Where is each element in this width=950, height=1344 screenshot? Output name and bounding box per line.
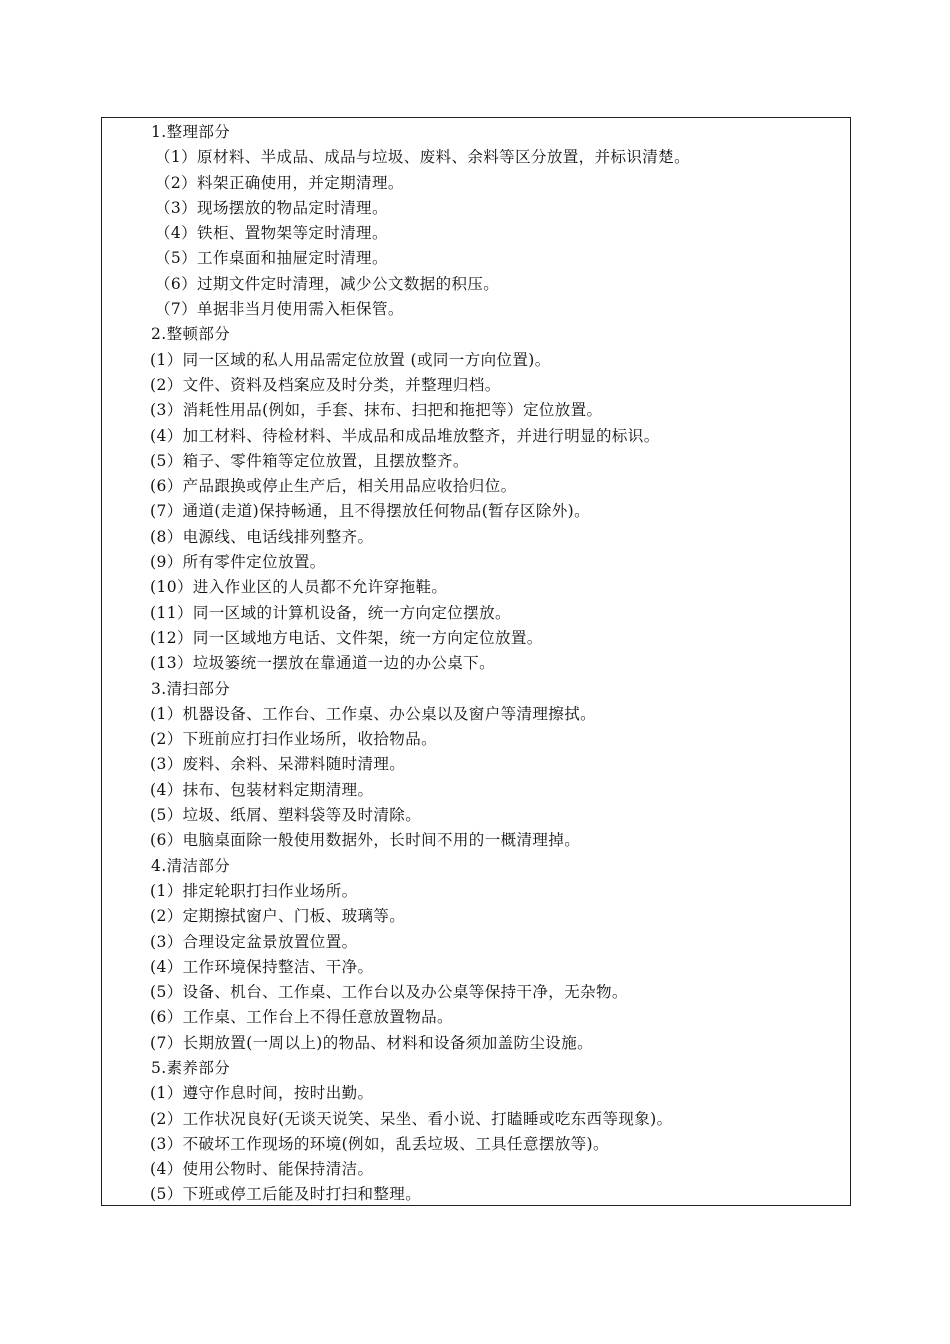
list-item: （7）单据非当月使用需入柜保管。 — [155, 300, 404, 319]
list-item: (4）使用公物时、能保持清洁。 — [150, 1160, 374, 1179]
list-item: (8）电源线、电话线排列整齐。 — [150, 527, 374, 546]
list-item: （1）原材料、半成品、成品与垃圾、废料、余料等区分放置，并标识清楚。 — [155, 148, 690, 167]
document-frame — [101, 117, 851, 1206]
list-item: （4）铁柜、置物架等定时清理。 — [155, 224, 388, 243]
list-item: （3）现场摆放的物品定时清理。 — [155, 198, 388, 217]
document-content — [150, 120, 840, 1208]
list-item: (3）合理设定盆景放置位置。 — [150, 932, 358, 951]
section-heading: 4.清洁部分 — [151, 856, 231, 875]
list-item: (3）消耗性用品(例如，手套、抹布、扫把和拖把等）定位放置。 — [150, 401, 603, 420]
list-item: (1）遵守作息时间，按时出勤。 — [150, 1084, 374, 1103]
section-heading: 3.清扫部分 — [151, 679, 231, 698]
list-item: (2）下班前应打扫作业场所，收拾物品。 — [150, 730, 438, 749]
list-item: (3）不破坏工作现场的环境(例如，乱丢垃圾、工具任意摆放等)。 — [150, 1134, 609, 1153]
list-item: (7）长期放置(一周以上)的物品、材料和设备须加盖防尘设施。 — [150, 1033, 594, 1052]
list-item: (2）定期擦拭窗户、门板、玻璃等。 — [150, 907, 406, 926]
list-item: (1）同一区域的私人用品需定位放置 (或同一方向位置)。 — [150, 350, 551, 369]
list-item: (10）进入作业区的人员都不允许穿拖鞋。 — [150, 578, 448, 597]
list-item: (1）机器设备、工作台、工作桌、办公桌以及窗户等清理擦拭。 — [150, 704, 597, 723]
list-item: (9）所有零件定位放置。 — [150, 553, 326, 572]
list-item: (5）箱子、零件箱等定位放置，且摆放整齐。 — [150, 451, 469, 470]
section-heading: 1.整理部分 — [151, 123, 231, 141]
list-item: (13）垃圾篓统一摆放在靠通道一边的办公桌下。 — [150, 654, 495, 673]
list-item: (1）排定轮职打扫作业场所。 — [150, 881, 358, 900]
list-item: (5）垃圾、纸屑、塑料袋等及时清除。 — [150, 806, 422, 825]
list-item: (4）加工材料、待检材料、半成品和成品堆放整齐，并进行明显的标识。 — [150, 426, 660, 445]
section-heading: 5.素养部分 — [151, 1058, 231, 1077]
list-item: (5）设备、机台、工作桌、工作台以及办公桌等保持干净，无杂物。 — [150, 983, 628, 1002]
list-item: （2）料架正确使用，并定期清理。 — [155, 173, 404, 192]
list-item: (7）通道(走道)保持畅通，且不得摆放任何物品(暂存区除外)。 — [150, 502, 590, 521]
list-item: (5）下班或停工后能及时打扫和整理。 — [150, 1185, 422, 1204]
list-item: (3）废料、余料、呆滞料随时清理。 — [150, 755, 406, 774]
list-item: （6）过期文件定时清理，减少公文数据的积压。 — [155, 274, 500, 293]
list-item: (6）工作桌、工作台上不得任意放置物品。 — [150, 1008, 453, 1027]
list-item: (11）同一区域的计算机设备，统一方向定位摆放。 — [150, 603, 511, 622]
list-item: (2）文件、资料及档案应及时分类，并整理归档。 — [150, 375, 501, 394]
section-heading: 2.整顿部分 — [151, 325, 231, 344]
list-item: (12）同一区域地方电话、文件架，统一方向定位放置。 — [150, 628, 543, 647]
list-item: (4）工作环境保持整洁、干净。 — [150, 957, 374, 976]
list-item: (4）抹布、包装材料定期清理。 — [150, 780, 374, 799]
list-item: (6）产品跟换或停止生产后，相关用品应收拾归位。 — [150, 477, 517, 496]
list-item: （5）工作桌面和抽屉定时清理。 — [155, 249, 388, 268]
list-item: (2）工作状况良好(无谈天说笑、呆坐、看小说、打瞌睡或吃东西等现象)。 — [150, 1109, 673, 1128]
list-item: (6）电脑桌面除一般使用数据外，长时间不用的一概清理掉。 — [150, 831, 581, 850]
